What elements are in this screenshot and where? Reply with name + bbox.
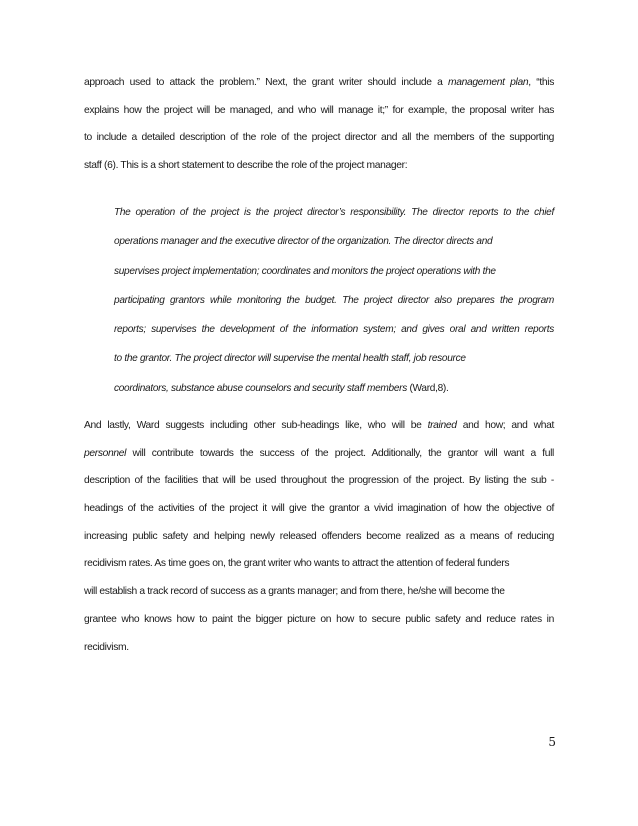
paragraph-1-line-2: explains how the project will be managed, and who will manage it;” for example, the proposal writer has	[84, 104, 554, 116]
paragraph-2-line-2	[84, 440, 554, 468]
paragraph-2-line: will establish a track record of success as a grants manager; and from there, he/she will become the	[84, 586, 505, 598]
quote-line-last	[114, 374, 554, 403]
paragraph-2-line: description of the facilities that will be used throughout the progression of the project. By listing the sub -	[84, 475, 554, 487]
text-run: , “this	[528, 77, 554, 88]
quote-line: participating grantors while monitoring the budget. The project director also prepares the program	[114, 294, 554, 306]
italic-term-management-plan: management plan	[448, 77, 529, 88]
paragraph-1-line-4: staff (6). This is a short statement to describe the role of the project manager:	[84, 160, 408, 172]
paragraph-1	[84, 69, 554, 180]
text-run: will contribute towards the success of the project. Additionally, the grantor will want a full	[126, 447, 554, 459]
quote-line: reports; supervises the development of the information system; and gives oral and written reports	[114, 324, 554, 336]
paragraph-2-line: increasing public safety and helping newly released offenders become realized as a means of reducing	[84, 530, 554, 542]
text-run: and how; and what	[456, 420, 554, 431]
paragraph-2-line: grantee who knows how to paint the bigger picture on how to secure public safety and reduce rates in	[84, 613, 554, 625]
italic-term-personnel: personnel	[84, 447, 127, 459]
quote-line: operations manager and the executive director of the organization. The director directs and	[114, 236, 493, 248]
quote-citation: (Ward,8).	[406, 382, 449, 394]
paragraph-1-line-1	[84, 69, 554, 97]
text-run: And lastly, Ward suggests including other sub-headings like, who will be	[84, 420, 428, 431]
italic-term-trained: trained	[427, 420, 457, 431]
quote-line: The operation of the project is the project director’s responsibility. The director reports to the chief	[114, 207, 554, 218]
paragraph-2-line-1	[84, 412, 554, 440]
quote-line: supervises project implementation; coordinates and monitors the project operations with the	[114, 265, 496, 277]
text-run: coordinators, substance abuse counselors and security staff members	[114, 382, 407, 394]
paragraph-2-line: headings of the activities of the project it will give the grantor a vivid imagination of how the objective of	[84, 503, 554, 515]
page-number: 5	[548, 735, 556, 749]
quote-line: to the grantor. The project director will supervise the mental health staff, job resource	[114, 353, 466, 365]
paragraph-2	[84, 412, 554, 661]
paragraph-2-line-last: recidivism.	[84, 641, 129, 653]
paragraph-1-line-3: to include a detailed description of the role of the project director and all the members of the supporting	[84, 132, 554, 144]
paragraph-2-line: recidivism rates. As time goes on, the grant writer who wants to attract the attention of federal funders	[84, 558, 510, 570]
text-run: approach used to attack the problem.” Next, the grant writer should include a	[84, 77, 449, 88]
block-quote	[114, 198, 554, 403]
